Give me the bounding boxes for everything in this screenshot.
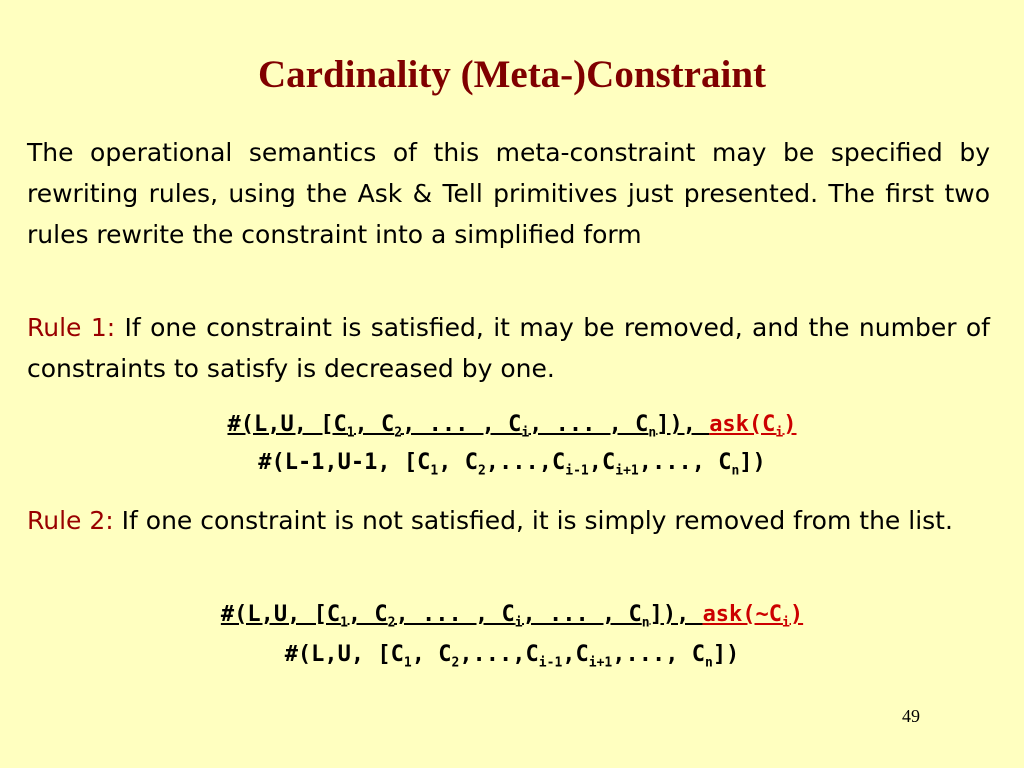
rule2-paragraph	[27, 500, 990, 541]
page-number: 49	[902, 706, 920, 726]
rule2-text: If one constraint is not satisfied, it is simply removed from the list.	[113, 506, 953, 535]
rule1-formula-line2: #(L-1,U-1, [$C_1$, $C_2,...,C_{i-1},C_{i+1}$,..., $C_n$])	[258, 450, 766, 479]
rule1-paragraph	[27, 307, 990, 389]
rule2-formula-line2: #(L,U, [$C_1$, $C_2,...,C_{i-1},C_{i+1}$,..., $C_n$])	[284, 642, 740, 671]
rule1-ask: $ask(C_i)$	[709, 412, 797, 441]
rule2-label: Rule 2:	[27, 506, 114, 535]
rule2-ask: $ask(\sim C_i)$	[702, 602, 804, 631]
intro-paragraph: The operational semantics of this meta-constraint may be specified by rewriting rules, using the Ask & Tell primitives just presented. The first two rules rewrite the constraint into a simplified form	[27, 138, 990, 249]
rule1-text: If one constraint is satisfied, it may be removed, and the number of constraints to satisfy is decreased by one.	[27, 313, 990, 383]
rule2-formula-line1: #(L,U, [$C_1$, $C_2$, ... , $C_i$, ... , $C_n$]), $ask(\sim C_i)$	[220, 602, 804, 631]
rule1-formula-line1: #(L,U, [$C_1$, $C_2$, ... , $C_i$, ... , $C_n$]), $ask(C_i)$	[227, 412, 797, 441]
slide-title: Cardinality (Meta-)Constraint	[257, 53, 766, 96]
rule1-label: Rule 1:	[27, 313, 116, 342]
